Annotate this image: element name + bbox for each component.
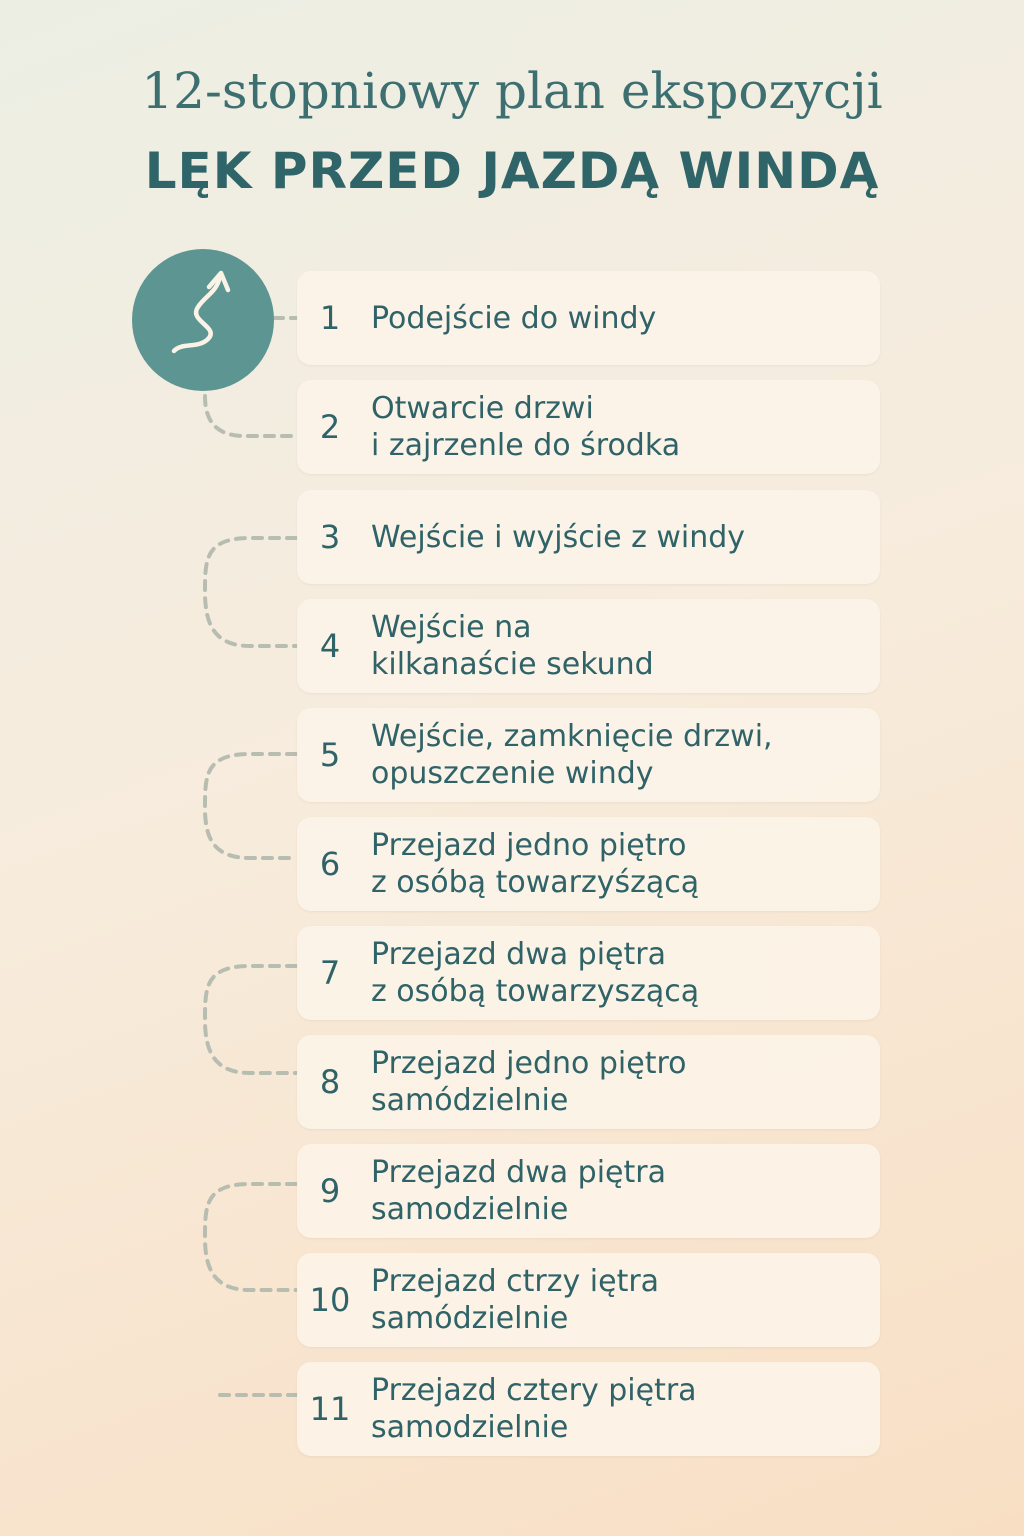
step-number: 4 <box>319 627 341 665</box>
step-number: 9 <box>319 1172 341 1210</box>
step-text: Wejście, zamknięcie drzwi, opuszczenie windy <box>371 719 773 791</box>
step-text: Przejazd cztery piętra samodzielnie <box>371 1373 697 1445</box>
step-text: Przejazd jedno piętro samódzielnie <box>371 1046 687 1118</box>
winding-path-arrow-icon <box>132 249 274 391</box>
connector-badge-2 <box>205 396 296 436</box>
step-text: Wejście na kilkanaście sekund <box>371 610 654 682</box>
step-number: 11 <box>309 1390 351 1428</box>
step-text: Wejście i wyjście z windy <box>371 519 746 555</box>
step-number: 8 <box>319 1063 341 1101</box>
step-card <box>297 599 880 693</box>
step-card <box>297 708 880 802</box>
progress-badge <box>132 249 274 391</box>
step-text: Otwarcie drzwi i zajrzenle do środka <box>371 391 681 463</box>
step-number: 1 <box>319 299 341 337</box>
step-card <box>297 926 880 1020</box>
connector-5-6 <box>205 754 296 858</box>
step-card <box>297 490 880 584</box>
page-title: 12-stopniowy plan ekspozycji <box>141 62 883 120</box>
step-card <box>297 1035 880 1129</box>
step-text: Podejście do windy <box>371 300 657 336</box>
step-number: 2 <box>319 408 341 446</box>
step-text: Przejazd ctrzy iętra samódzielnie <box>371 1264 660 1336</box>
page-subtitle: LĘK PRZED JAZDĄ WINDĄ <box>144 142 880 200</box>
step-number: 6 <box>319 845 341 883</box>
step-number: 5 <box>319 736 341 774</box>
step-card <box>297 817 880 911</box>
connector-3-4 <box>205 538 296 646</box>
step-card <box>297 1362 880 1456</box>
step-card <box>297 380 880 474</box>
step-text: Przejazd dwa piętra samodzielnie <box>371 1155 666 1227</box>
step-number: 10 <box>309 1281 351 1319</box>
step-text: Przejazd jedno piętro z osóbą towarzyśzącą <box>371 828 700 900</box>
step-card <box>297 271 880 365</box>
step-number: 3 <box>319 518 341 556</box>
connector-7-8 <box>205 966 296 1073</box>
step-number: 7 <box>319 954 341 992</box>
connector-9-10 <box>205 1184 296 1290</box>
step-text: Przejazd dwa piętra z osóbą towarzyszącą <box>371 937 700 1009</box>
step-card <box>297 1144 880 1238</box>
step-card <box>297 1253 880 1347</box>
